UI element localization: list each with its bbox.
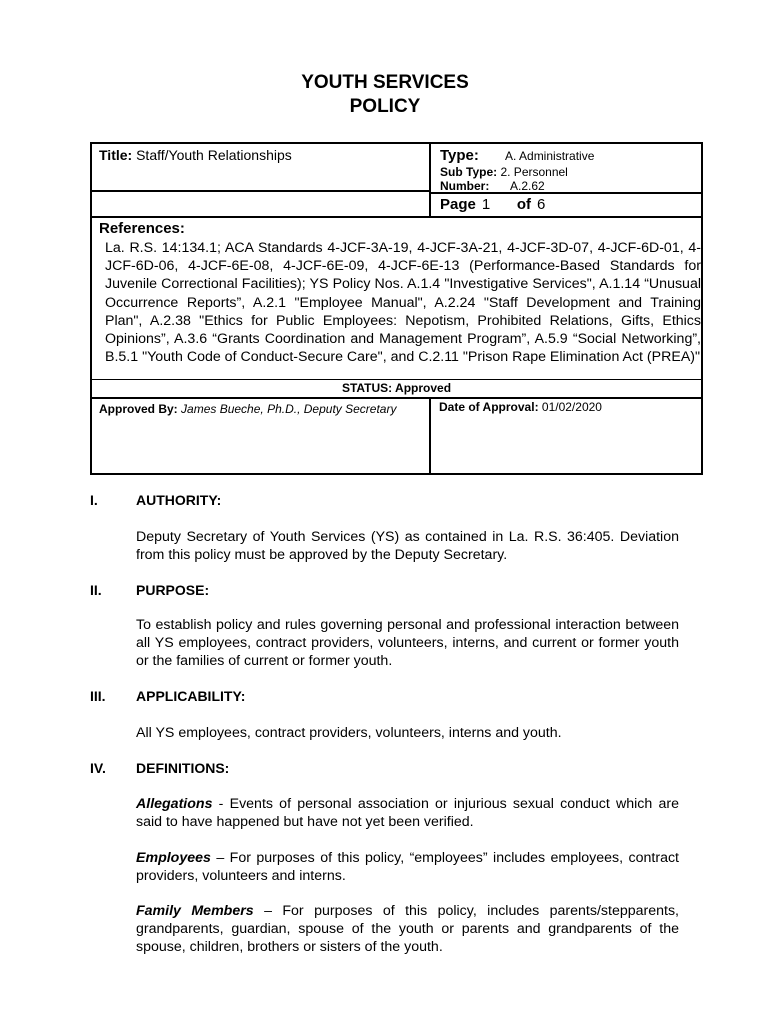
definition-term: Allegations [136, 796, 213, 812]
approved-by-label: Approved By: [99, 402, 178, 416]
date-value: 01/02/2020 [541, 400, 602, 414]
number-value: A.2.62 [510, 179, 545, 193]
title-cell-filler [92, 192, 431, 216]
definition-text: – For purposes of this policy, “employees” includes employees, contract providers, volunteers and interns. [136, 850, 679, 885]
section-heading: DEFINITIONS: [136, 760, 230, 776]
section-heading: APPLICABILITY: [136, 688, 246, 704]
page-label: Page [440, 196, 476, 213]
definition-employees [136, 849, 679, 885]
document-title [0, 71, 770, 119]
title-value: Staff/Youth Relationships [136, 147, 292, 163]
definition-term: Family Members [136, 903, 254, 919]
section-number: IV. [90, 760, 106, 776]
section-body: All YS employees, contract providers, volunteers, interns and youth. [136, 725, 562, 741]
definition-term: Employees [136, 850, 211, 866]
type-cell [431, 144, 701, 194]
references-cell [92, 216, 701, 380]
policy-type [440, 147, 594, 164]
references-label: References: [99, 220, 185, 237]
references-text: La. R.S. 14:134.1; ACA Standards 4-JCF-3A-19, 4-JCF-3A-21, 4-JCF-3D-07, 4-JCF-6D-01, 4-JCF-6D-06, 4-JCF-6E-08, 4-JCF-6E-09, 4-JCF-6E-13 (Performance-Based Standards for Juvenile Correctional Facilities); YS Policy Nos. A.1.4 "Investigative Services", A.1.14 “Unusual Occurrence Reports”, A.2.1 "Employee Manual", A.2.24 "Staff Development and Training Plan", A.2.38 "Ethics for Public Employees: Nepotism, Prohibited Relations, Gifts, Ethics Opinions”, A.3.6 “Grants Coordination and Management Program”, A.5.9 “Social Networking”, B.5.1 "Youth Code of Conduct-Secure Care", and C.2.11 "Prison Rape Elimination Act (PREA)" [105, 240, 701, 366]
subtype-value: 2. Personnel [500, 165, 568, 179]
status-cell [92, 380, 701, 399]
number-label: Number: [440, 179, 490, 193]
status-label: STATUS: [341, 381, 393, 395]
document-title-line2: POLICY [349, 96, 421, 117]
policy-subtype [440, 165, 568, 179]
policy-title [99, 147, 292, 163]
approved-by [99, 402, 396, 416]
section-number: I. [90, 492, 98, 508]
section-number: II. [90, 582, 102, 598]
page-current: 1 [481, 196, 491, 213]
approved-by-value: James Bueche, Ph.D., Deputy Secretary [181, 402, 397, 416]
definition-allegations [136, 795, 679, 831]
definition-text: – For purposes of this policy, includes parents/stepparents, grandparents, guardian, spouse of the youth or parents and grandparents of the spouse, children, brothers or sisters of the youth. [136, 903, 679, 956]
type-value: A. Administrative [505, 149, 595, 163]
date-label: Date of Approval: [439, 400, 539, 414]
type-label: Type: [440, 147, 479, 164]
definition-family-members [136, 902, 679, 957]
title-label: Title: [99, 147, 133, 163]
policy-number [440, 179, 545, 193]
definition-text: - Events of personal association or injurious sexual conduct which are said to have happened but have not yet been verified. [136, 796, 679, 831]
section-heading: PURPOSE: [136, 582, 210, 598]
title-cell [92, 144, 431, 192]
section-number: III. [90, 688, 106, 704]
page-cell [429, 194, 701, 216]
policy-header-table [90, 142, 703, 475]
subtype-label: Sub Type: [440, 165, 498, 179]
section-body: Deputy Secretary of Youth Services (YS) as contained in La. R.S. 36:405. Deviation from this policy must be approved by the Deputy Secretary. [136, 529, 679, 564]
approval-date [439, 400, 602, 414]
page-total: 6 [537, 196, 546, 213]
section-body: To establish policy and rules governing personal and professional interaction between all YS employees, contract providers, volunteers, interns, and current or former youth or the families of current or former youth. [136, 617, 679, 670]
document-title-line1: YOUTH SERVICES [301, 72, 469, 93]
status-value: Approved [395, 381, 452, 395]
approved-by-cell [92, 399, 431, 473]
section-heading: AUTHORITY: [136, 492, 222, 508]
page-of-label: of [516, 196, 532, 213]
page-counter [440, 196, 545, 213]
